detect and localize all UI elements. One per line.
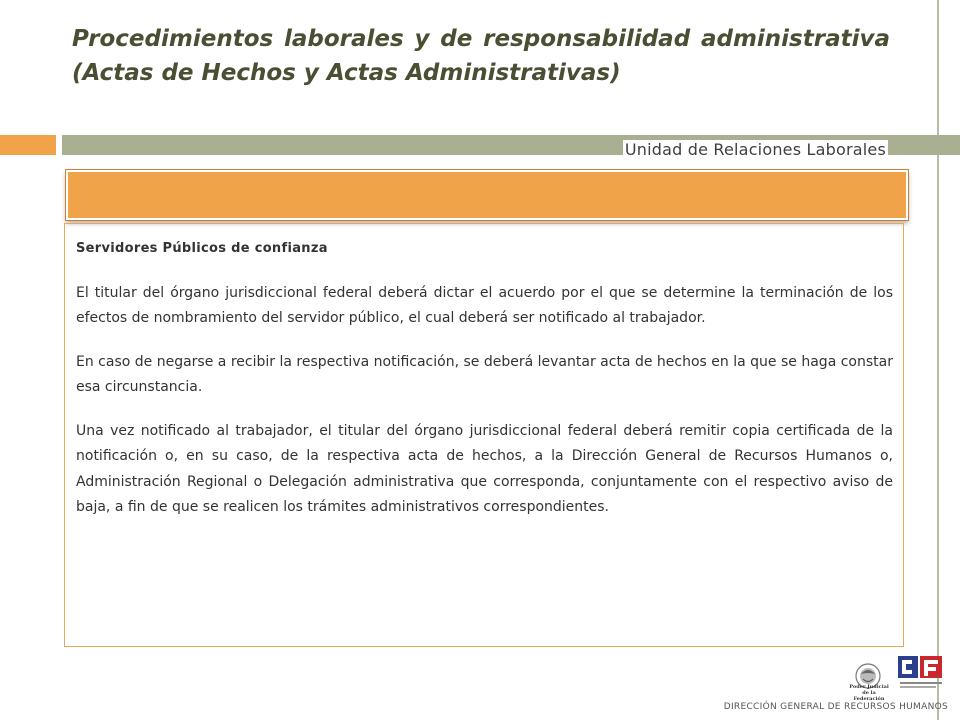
paragraph: Una vez notificado al trabajador, el titular del órgano jurisdiccional federal deberá remitir copia certificada de la notificación o, en su caso, de la respectiva acta de hechos, a la Dirección General de Recursos Humanos o, Administración Regional o Delegación administrativa que corresponda, conjuntamente con el respectivo aviso de baja, a fin de que se realicen los trámites administrativos correspondientes.	[76, 422, 893, 515]
right-vertical-rule	[937, 0, 939, 720]
unit-label: Unidad de Relaciones Laborales	[624, 140, 886, 159]
logo1-caption: Poder Judicial de la Federación	[849, 684, 889, 702]
orange-banner	[66, 170, 908, 220]
page-title	[72, 22, 890, 90]
title-line-1: Procedimientos laborales y de responsabilidad administrativa	[72, 26, 890, 52]
orange-accent-bar	[0, 135, 56, 155]
content-box	[64, 223, 904, 647]
title-line-2: (Actas de Hechos y Actas Administrativas)	[72, 60, 621, 86]
cjf-logo-icon	[896, 654, 946, 694]
paragraph: En caso de negarse a recibir la respectiva notificación, se deberá levantar acta de hechos en la que se haga constar esa circunstancia.	[76, 353, 893, 395]
section-heading: Servidores Públicos de confianza	[76, 241, 328, 256]
footer-text: DIRECCIÓN GENERAL DE RECURSOS HUMANOS	[723, 702, 948, 712]
paragraph: El titular del órgano jurisdiccional federal deberá dictar el acuerdo por el que se determine la terminación de los efectos de nombramiento del servidor público, el cual deberá ser notificado al trabajador.	[76, 284, 893, 326]
